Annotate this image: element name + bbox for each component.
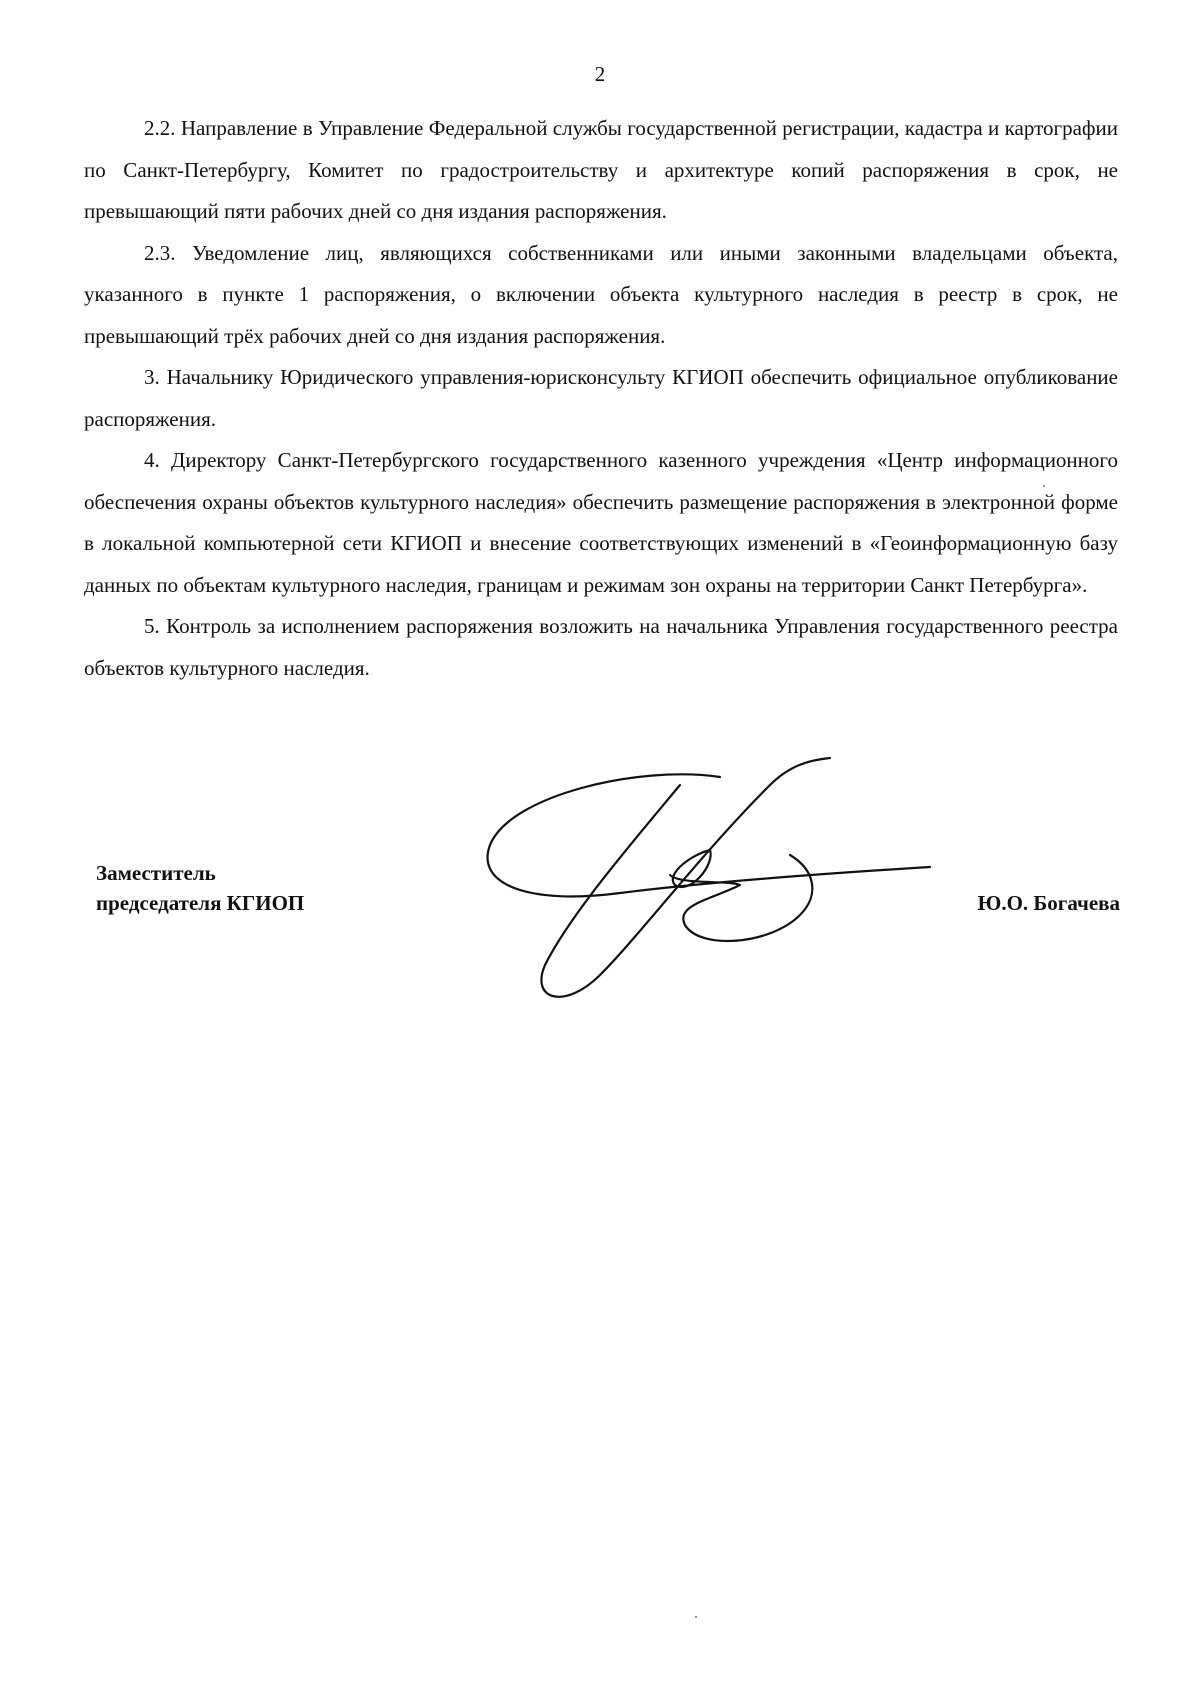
paragraph-4: 4. Директору Санкт-Петербургского государственного казенного учреждения «Центр информационного обеспечения охраны объектов культурного наследия» обеспечить размещение распоряжения в электронной форме в локальной компьютерной сети КГИОП и внесение соответствующих изменений в «Геоинформационную базу данных по объектам культурного наследия, границам и режимам зон охраны на территории Санкт Петербурга». <box>84 448 1118 597</box>
scan-speck <box>695 1616 697 1618</box>
paragraph-5: 5. Контроль за исполнением распоряжения возложить на начальника Управления государственного реестра объектов культурного наследия. <box>84 614 1118 680</box>
signatory-title-line1: Заместитель <box>96 861 216 885</box>
signatory-name: Ю.О. Богачева <box>977 891 1120 915</box>
scan-speck <box>1043 485 1045 487</box>
page-number: 2 <box>594 62 606 86</box>
paragraph-2-2: 2.2. Направление в Управление Федеральной службы государственной регистрации, кадастра и картографии по Санкт-Петербургу, Комитет по градостроительству и архитектуре копий распоряжения в срок, не превышающий пяти рабочих дней со дня издания распоряжения. <box>84 116 1118 223</box>
paragraph-3: 3. Начальнику Юридического управления-юрисконсульту КГИОП обеспечить официальное опубликование распоряжения. <box>84 365 1118 431</box>
document-body <box>84 108 1118 689</box>
signatory-title <box>96 858 304 918</box>
signature-block <box>0 850 1200 1040</box>
handwritten-signature <box>470 755 950 1015</box>
paragraph-2-3: 2.3. Уведомление лиц, являющихся собственниками или иными законными владельцами объекта, указанного в пункте 1 распоряжения, о включении объекта культурного наследия в реестр в срок, не превышающий трёх рабочих дней со дня издания распоряжения. <box>84 240 1118 348</box>
signatory-title-line2: председателя КГИОП <box>96 891 305 915</box>
